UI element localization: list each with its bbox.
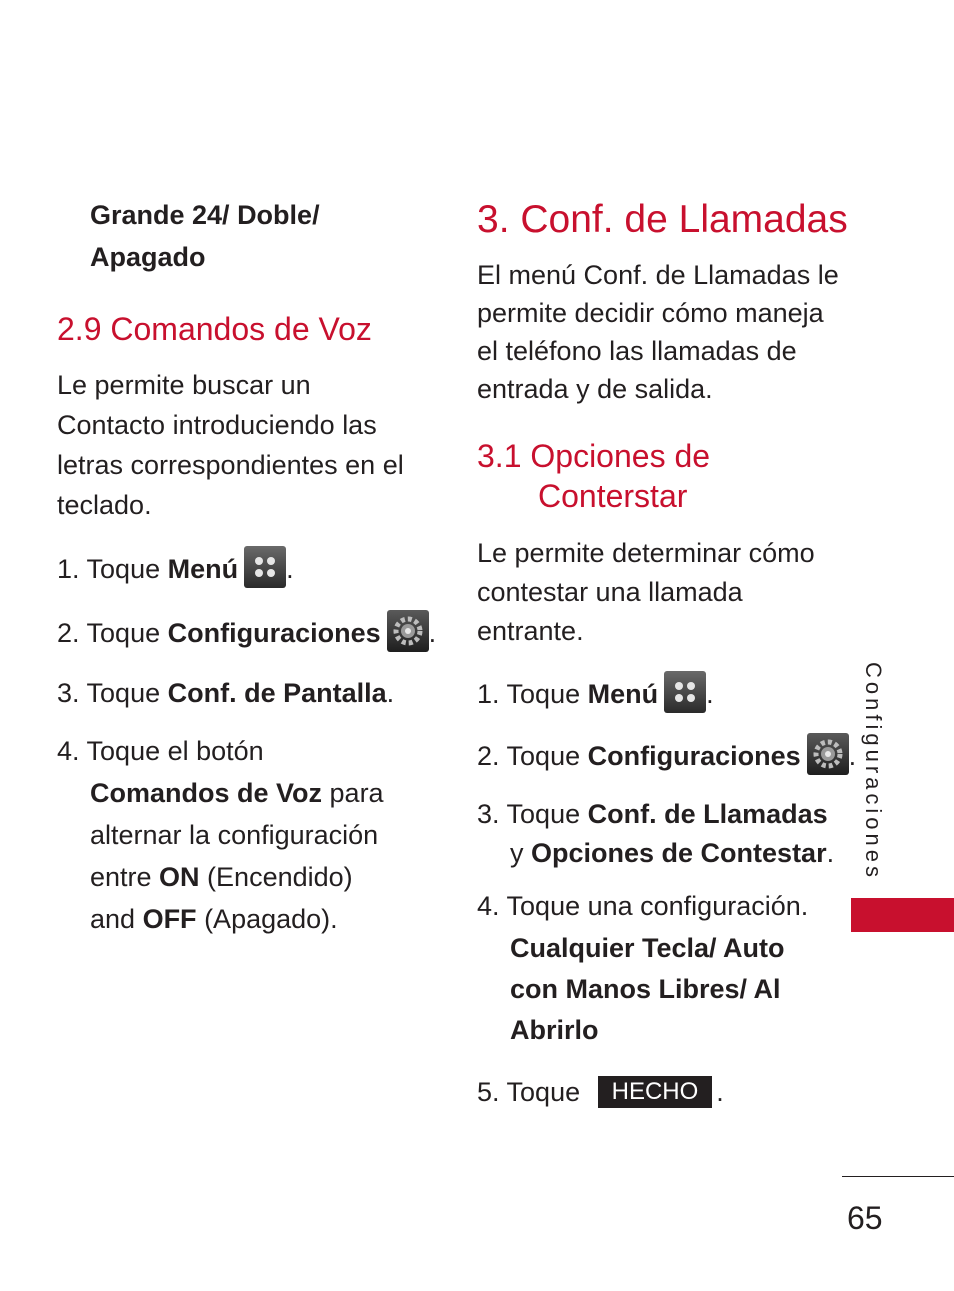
sub-intro-line: contestar una llamada bbox=[477, 577, 743, 607]
step-4-line4 bbox=[90, 862, 353, 892]
step-text: (Encendido) bbox=[199, 862, 353, 892]
step-text: entre bbox=[90, 862, 160, 892]
intro-line: teclado. bbox=[57, 490, 152, 520]
section-heading-comandos-voz: 2.9 Comandos de Voz bbox=[57, 311, 372, 347]
step-4-option-line: Cualquier Tecla/ Auto bbox=[510, 933, 785, 963]
step-5 bbox=[477, 1077, 724, 1110]
step-bold: Menú bbox=[167, 554, 239, 585]
step-bold: OFF bbox=[142, 904, 197, 934]
step-text: 2. Toque bbox=[57, 618, 168, 649]
step-4-line5 bbox=[90, 904, 338, 934]
sub-intro-line: Le permite determinar cómo bbox=[477, 538, 815, 568]
side-section-label: Configuraciones bbox=[861, 662, 886, 881]
step-text: 2. Toque bbox=[477, 741, 588, 772]
settings-gear-icon bbox=[387, 610, 429, 652]
footer-rule bbox=[842, 1176, 954, 1177]
step-bold: Conf. de Pantalla bbox=[167, 678, 387, 708]
step-suffix: . bbox=[286, 554, 294, 585]
main-heading-conf-llamadas: 3. Conf. de Llamadas bbox=[477, 198, 848, 241]
step-bold: Configuraciones bbox=[167, 618, 381, 649]
step-4-option-line: Abrirlo bbox=[510, 1015, 599, 1045]
step-3-line2 bbox=[510, 838, 834, 868]
step-bold: Conf. de Llamadas bbox=[587, 799, 828, 829]
intro-line: Contacto introduciendo las bbox=[57, 410, 377, 440]
sub-heading-line2: Conterstar bbox=[538, 478, 688, 514]
intro-line: El menú Conf. de Llamadas le bbox=[477, 260, 839, 290]
intro-line: el teléfono las llamadas de bbox=[477, 336, 797, 366]
step-suffix: . bbox=[826, 838, 835, 868]
sub-intro-line: entrante. bbox=[477, 616, 584, 646]
step-bold: Opciones de Contestar bbox=[531, 838, 827, 868]
intro-line: letras correspondientes en el bbox=[57, 450, 404, 480]
step-suffix: . bbox=[716, 1077, 724, 1107]
intro-line: Le permite buscar un bbox=[57, 370, 311, 400]
settings-gear-icon bbox=[807, 733, 849, 775]
step-4-line1: 4. Toque el botón bbox=[57, 736, 264, 766]
step-bold: Menú bbox=[587, 679, 659, 710]
step-bold: Configuraciones bbox=[587, 741, 801, 772]
step-1 bbox=[57, 550, 294, 592]
sub-heading-line1: 3.1 Opciones de bbox=[477, 438, 711, 474]
top-text-line1: Grande 24/ Doble/ bbox=[90, 200, 320, 230]
step-text: 3. Toque bbox=[477, 799, 588, 829]
step-2 bbox=[57, 614, 436, 656]
step-4-line3: alternar la configuración bbox=[90, 820, 379, 850]
step-text: y bbox=[510, 838, 532, 868]
step-bold: ON bbox=[159, 862, 200, 892]
step-4-line2 bbox=[90, 778, 384, 808]
menu-grid-icon bbox=[244, 546, 286, 588]
step-3 bbox=[57, 678, 394, 708]
step-4-option-line: con Manos Libres/ Al bbox=[510, 974, 781, 1004]
step-4-line1: 4. Toque una configuración. bbox=[477, 891, 809, 921]
top-text-line2: Apagado bbox=[90, 242, 206, 272]
intro-line: permite decidir cómo maneja bbox=[477, 298, 824, 328]
step-text: 5. Toque bbox=[477, 1077, 588, 1107]
step-suffix: . bbox=[706, 679, 714, 710]
step-text: 3. Toque bbox=[57, 678, 168, 708]
step-text: and bbox=[90, 904, 143, 934]
step-2 bbox=[477, 737, 856, 779]
section-tab-marker bbox=[851, 898, 954, 932]
step-text: 1. Toque bbox=[57, 554, 168, 585]
intro-line: entrada y de salida. bbox=[477, 374, 713, 404]
step-suffix: . bbox=[386, 678, 395, 708]
hecho-button[interactable]: HECHO bbox=[598, 1076, 713, 1108]
step-3-line1 bbox=[477, 799, 828, 829]
step-suffix: . bbox=[428, 618, 437, 649]
step-1 bbox=[477, 675, 714, 717]
step-text: (Apagado). bbox=[196, 904, 338, 934]
step-bold: Comandos de Voz bbox=[90, 778, 323, 808]
step-suffix: . bbox=[848, 741, 857, 772]
step-text: 1. Toque bbox=[477, 679, 588, 710]
menu-grid-icon bbox=[664, 671, 706, 713]
page-number: 65 bbox=[847, 1200, 883, 1236]
step-text: para bbox=[322, 778, 384, 808]
